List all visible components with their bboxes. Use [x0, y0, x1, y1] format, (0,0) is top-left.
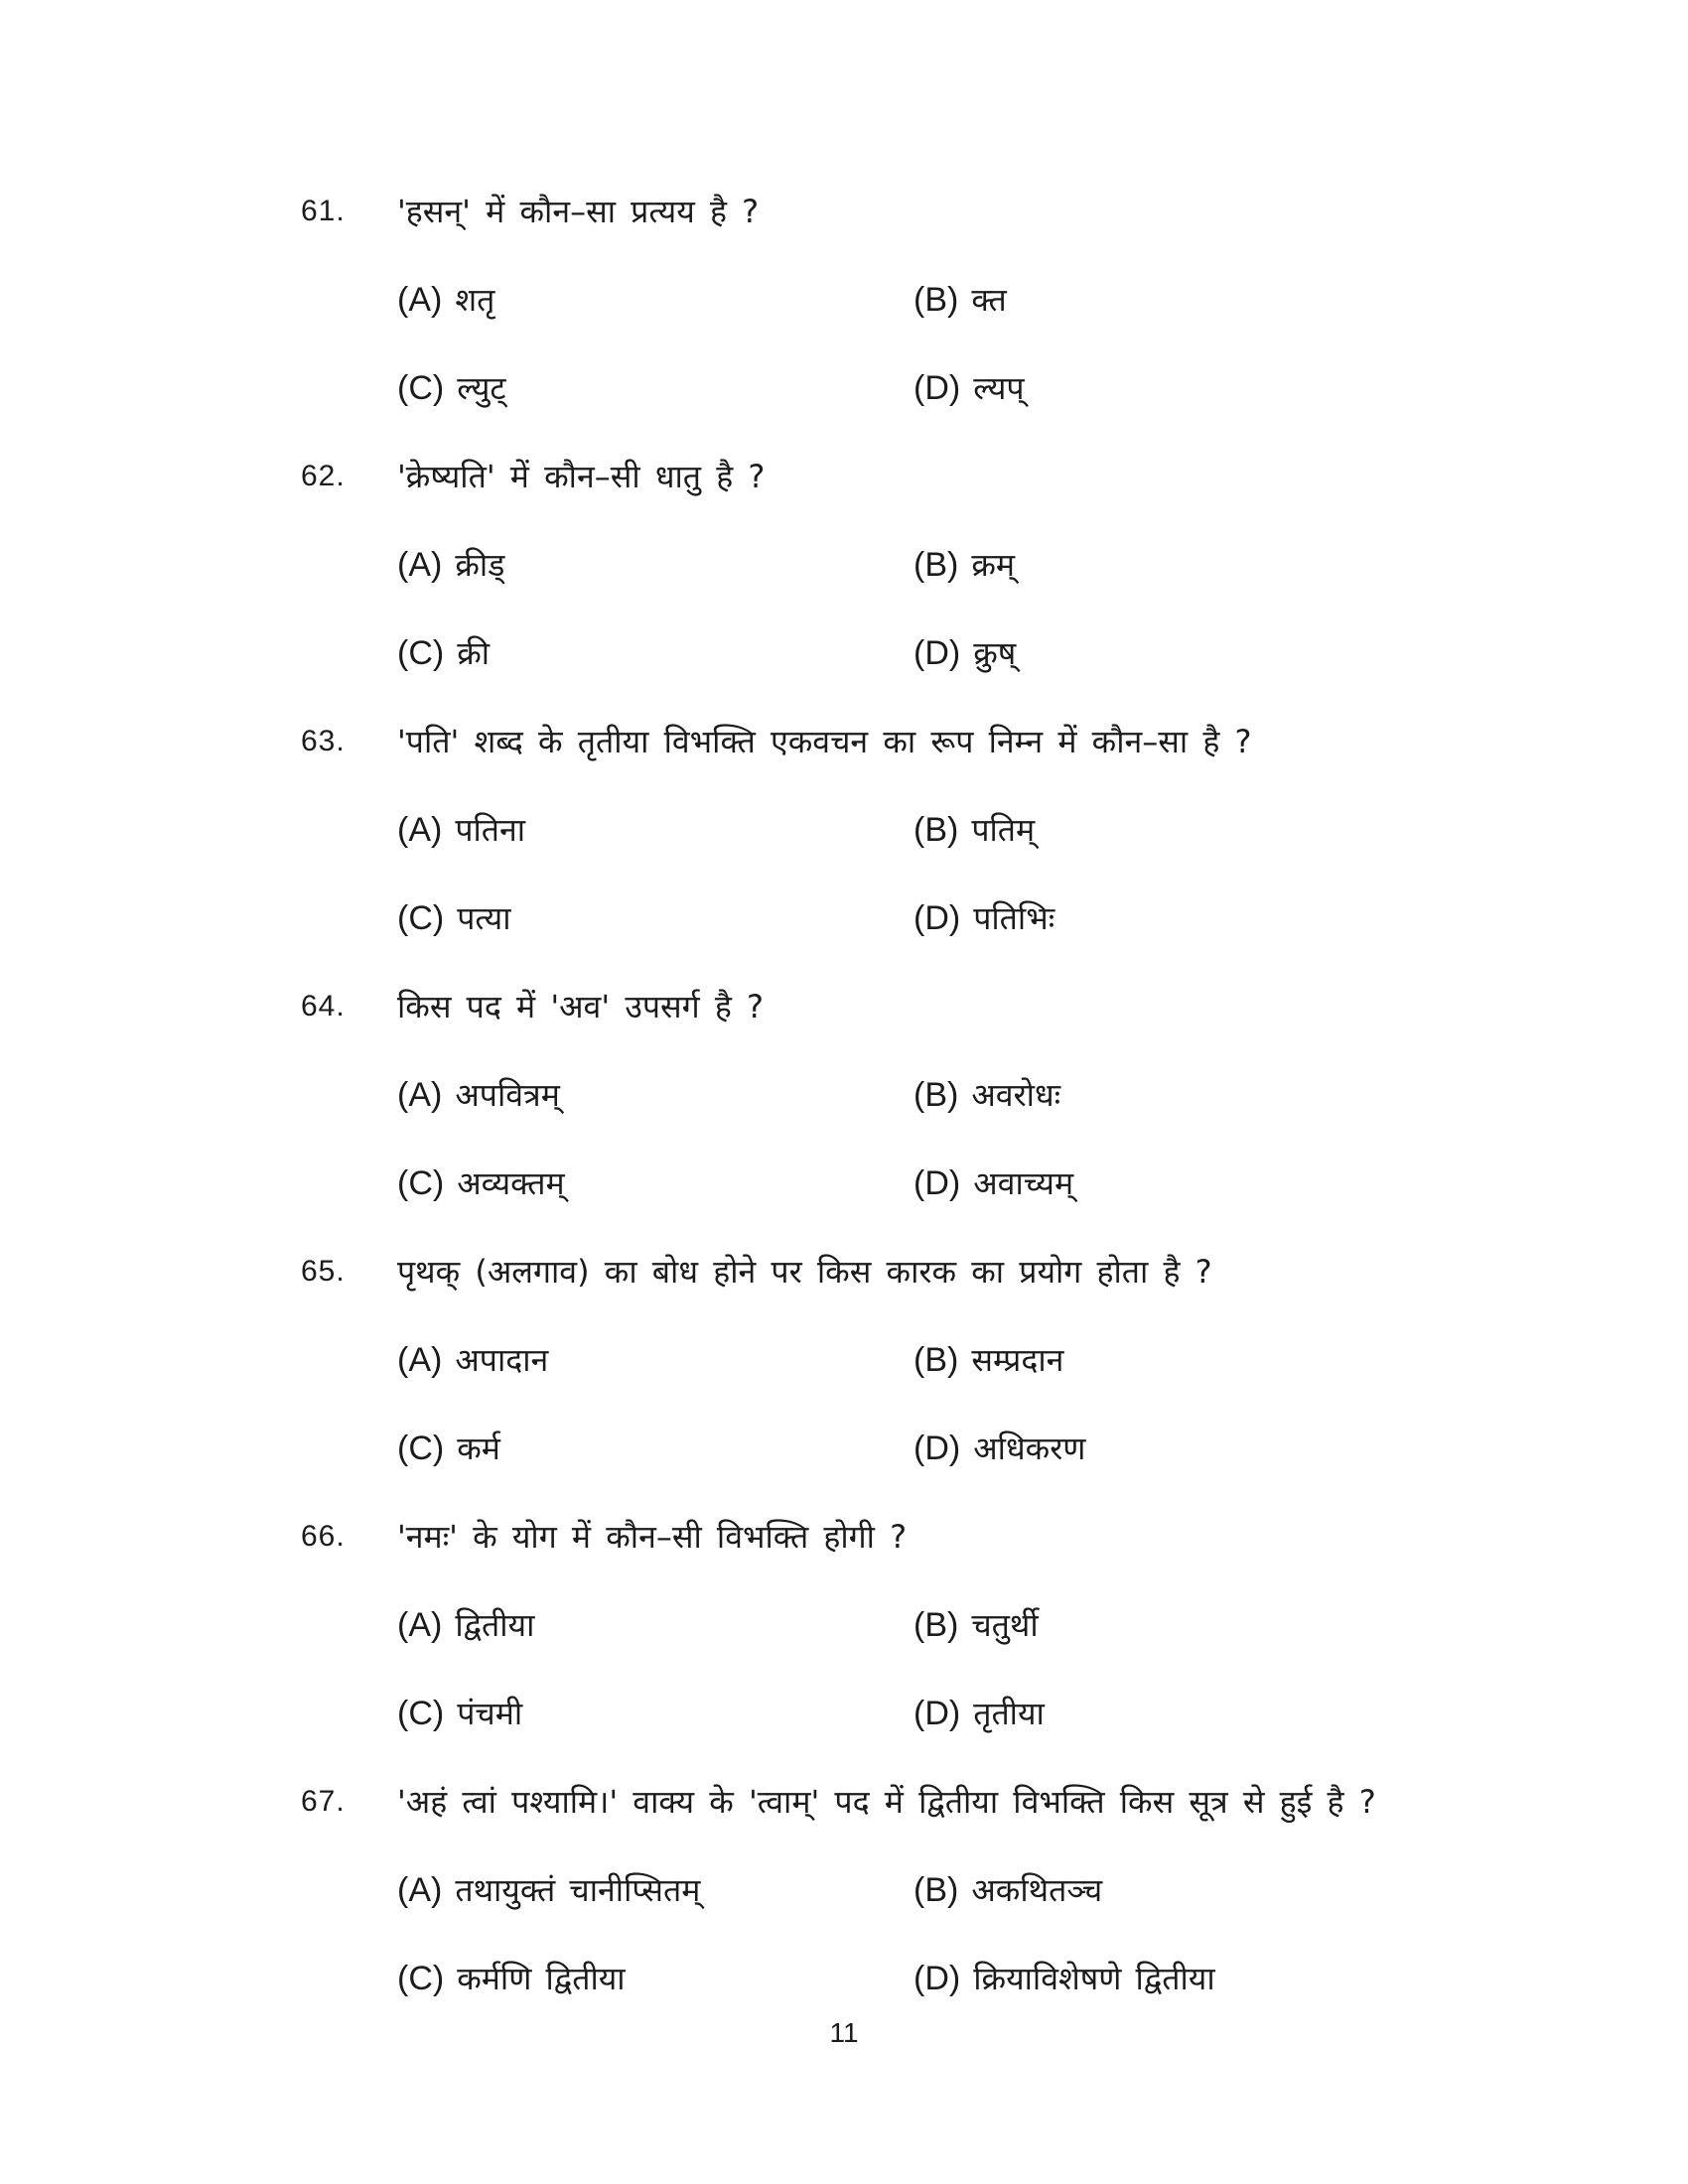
option-label: (D): [914, 634, 961, 672]
question-text: 'क्रेष्यति' में कौन–सी धातु है ?: [397, 458, 766, 495]
option-text: क्रियाविशेषणे द्वितीया: [973, 1960, 1215, 1997]
question-text: किस पद में 'अव' उपसर्ग है ?: [397, 988, 765, 1025]
option-label: (D): [914, 1695, 961, 1732]
question-line: [0, 167, 1688, 255]
option-label: (B): [914, 1076, 959, 1114]
options-row-cd: [0, 1669, 1688, 1757]
option-b: [914, 278, 1007, 321]
option-b: [914, 1868, 1102, 1911]
question-number: 64.: [301, 989, 346, 1023]
option-label: (D): [914, 899, 961, 937]
options-row-cd: [0, 1404, 1688, 1492]
option-text: पंचमी: [457, 1695, 523, 1732]
option-b: [914, 543, 1015, 586]
option-text: तथायुक्तं चानीप्सितम्: [455, 1871, 701, 1909]
option-b: [914, 1073, 1060, 1116]
option-a: [397, 1338, 914, 1381]
option-label: (D): [914, 1960, 961, 1997]
option-text: क्त: [971, 281, 1007, 319]
option-text: ल्युट्: [457, 369, 506, 407]
options-row-ab: [0, 520, 1688, 609]
question-line: [0, 432, 1688, 520]
option-text: अवरोधः: [971, 1076, 1061, 1114]
option-b: [914, 808, 1035, 851]
option-text: शतृ: [455, 281, 495, 319]
option-text: कर्मणि द्वितीया: [457, 1960, 626, 1997]
options-row-cd: [0, 343, 1688, 432]
option-d: [914, 896, 1055, 939]
options-row-cd: [0, 1934, 1688, 2022]
options-row-cd: [0, 874, 1688, 962]
question-line: [0, 1227, 1688, 1315]
options-row-cd: [0, 1139, 1688, 1227]
option-c: [397, 896, 914, 939]
question-line: [0, 962, 1688, 1050]
question-text: 'नमः' के योग में कौन–सी विभक्ति होगी ?: [397, 1518, 908, 1556]
option-text: अपादान: [455, 1341, 549, 1379]
option-text: अवाच्यम्: [973, 1164, 1074, 1202]
option-b: [914, 1603, 1039, 1646]
option-text: द्वितीया: [455, 1606, 535, 1644]
option-text: क्री: [457, 634, 491, 672]
question-text: 'हसन्' में कौन–सा प्रत्यय है ?: [397, 193, 760, 230]
question-number: 63.: [301, 724, 346, 757]
option-text: अव्यक्तम्: [457, 1164, 565, 1202]
option-text: चतुर्थी: [971, 1606, 1039, 1644]
option-b: [914, 1338, 1063, 1381]
question-number: 61.: [301, 194, 346, 227]
option-text: अकथितञ्च: [971, 1871, 1103, 1909]
option-label: (C): [397, 1695, 445, 1732]
option-label: (B): [914, 1341, 959, 1379]
page-number: 11: [829, 2017, 859, 2048]
options-row-ab: [0, 1845, 1688, 1934]
option-a: [397, 1603, 914, 1646]
question-67: [0, 1757, 1688, 2022]
option-label: (D): [914, 1430, 961, 1467]
question-text: 'अहं त्वां पश्यामि।' वाक्य के 'त्वाम्' पद में द्वितीया विभक्ति किस सूत्र से हुई है ?: [397, 1783, 1376, 1821]
option-c: [397, 631, 914, 674]
option-text: ल्यप्: [973, 369, 1025, 407]
option-a: [397, 1073, 914, 1116]
question-number: 62.: [301, 459, 346, 492]
option-text: क्रीड्: [455, 546, 505, 584]
option-c: [397, 1427, 914, 1469]
question-text: 'पति' शब्द के तृतीया विभक्ति एकवचन का रूप निम्न में कौन–सा है ?: [397, 723, 1252, 760]
option-c: [397, 1161, 914, 1204]
options-row-cd: [0, 609, 1688, 697]
option-label: (C): [397, 1164, 445, 1202]
option-label: (D): [914, 369, 961, 407]
question-line: [0, 697, 1688, 785]
option-text: पत्या: [457, 899, 511, 937]
option-d: [914, 631, 1016, 674]
options-row-ab: [0, 1315, 1688, 1404]
question-number: 67.: [301, 1784, 346, 1818]
option-label: (D): [914, 1164, 961, 1202]
option-text: क्रम्: [971, 546, 1016, 584]
option-text: पतिम्: [971, 811, 1036, 849]
option-label: (A): [397, 1341, 443, 1379]
question-line: [0, 1492, 1688, 1580]
option-d: [914, 1427, 1085, 1469]
option-label: (C): [397, 1960, 445, 1997]
option-text: अपवित्रम्: [455, 1076, 560, 1114]
option-text: सम्प्रदान: [971, 1341, 1064, 1379]
option-label: (B): [914, 1606, 959, 1644]
question-65: [0, 1227, 1688, 1492]
option-label: (A): [397, 1606, 443, 1644]
option-c: [397, 1692, 914, 1734]
option-a: [397, 1868, 914, 1911]
option-label: (C): [397, 899, 445, 937]
option-d: [914, 1161, 1073, 1204]
question-text: पृथक् (अलगाव) का बोध होने पर किस कारक का प्रयोग होता है ?: [397, 1253, 1212, 1291]
question-number: 65.: [301, 1254, 346, 1288]
option-d: [914, 1957, 1215, 1999]
option-label: (A): [397, 811, 443, 849]
option-d: [914, 366, 1025, 409]
option-text: पतिना: [455, 811, 526, 849]
question-66: [0, 1492, 1688, 1757]
option-text: तृतीया: [973, 1695, 1045, 1732]
option-label: (B): [914, 281, 959, 319]
option-text: पतिभिः: [973, 899, 1055, 937]
options-row-ab: [0, 785, 1688, 874]
option-c: [397, 366, 914, 409]
question-64: [0, 962, 1688, 1227]
option-text: अधिकरण: [973, 1430, 1086, 1467]
options-row-ab: [0, 255, 1688, 343]
question-line: [0, 1757, 1688, 1845]
option-label: (B): [914, 811, 959, 849]
option-text: कर्म: [457, 1430, 500, 1467]
options-row-ab: [0, 1580, 1688, 1669]
option-a: [397, 543, 914, 586]
option-a: [397, 278, 914, 321]
option-label: (C): [397, 634, 445, 672]
question-number: 66.: [301, 1519, 346, 1553]
option-label: (A): [397, 281, 443, 319]
option-label: (C): [397, 1430, 445, 1467]
options-row-ab: [0, 1050, 1688, 1139]
option-label: (A): [397, 1076, 443, 1114]
option-c: [397, 1957, 914, 1999]
option-label: (A): [397, 1871, 443, 1909]
option-a: [397, 808, 914, 851]
question-62: [0, 432, 1688, 697]
option-label: (B): [914, 1871, 959, 1909]
question-61: [0, 167, 1688, 432]
option-label: (A): [397, 546, 443, 584]
option-text: क्रुष्: [973, 634, 1017, 672]
option-d: [914, 1692, 1045, 1734]
option-label: (B): [914, 546, 959, 584]
question-63: [0, 697, 1688, 962]
option-label: (C): [397, 369, 445, 407]
